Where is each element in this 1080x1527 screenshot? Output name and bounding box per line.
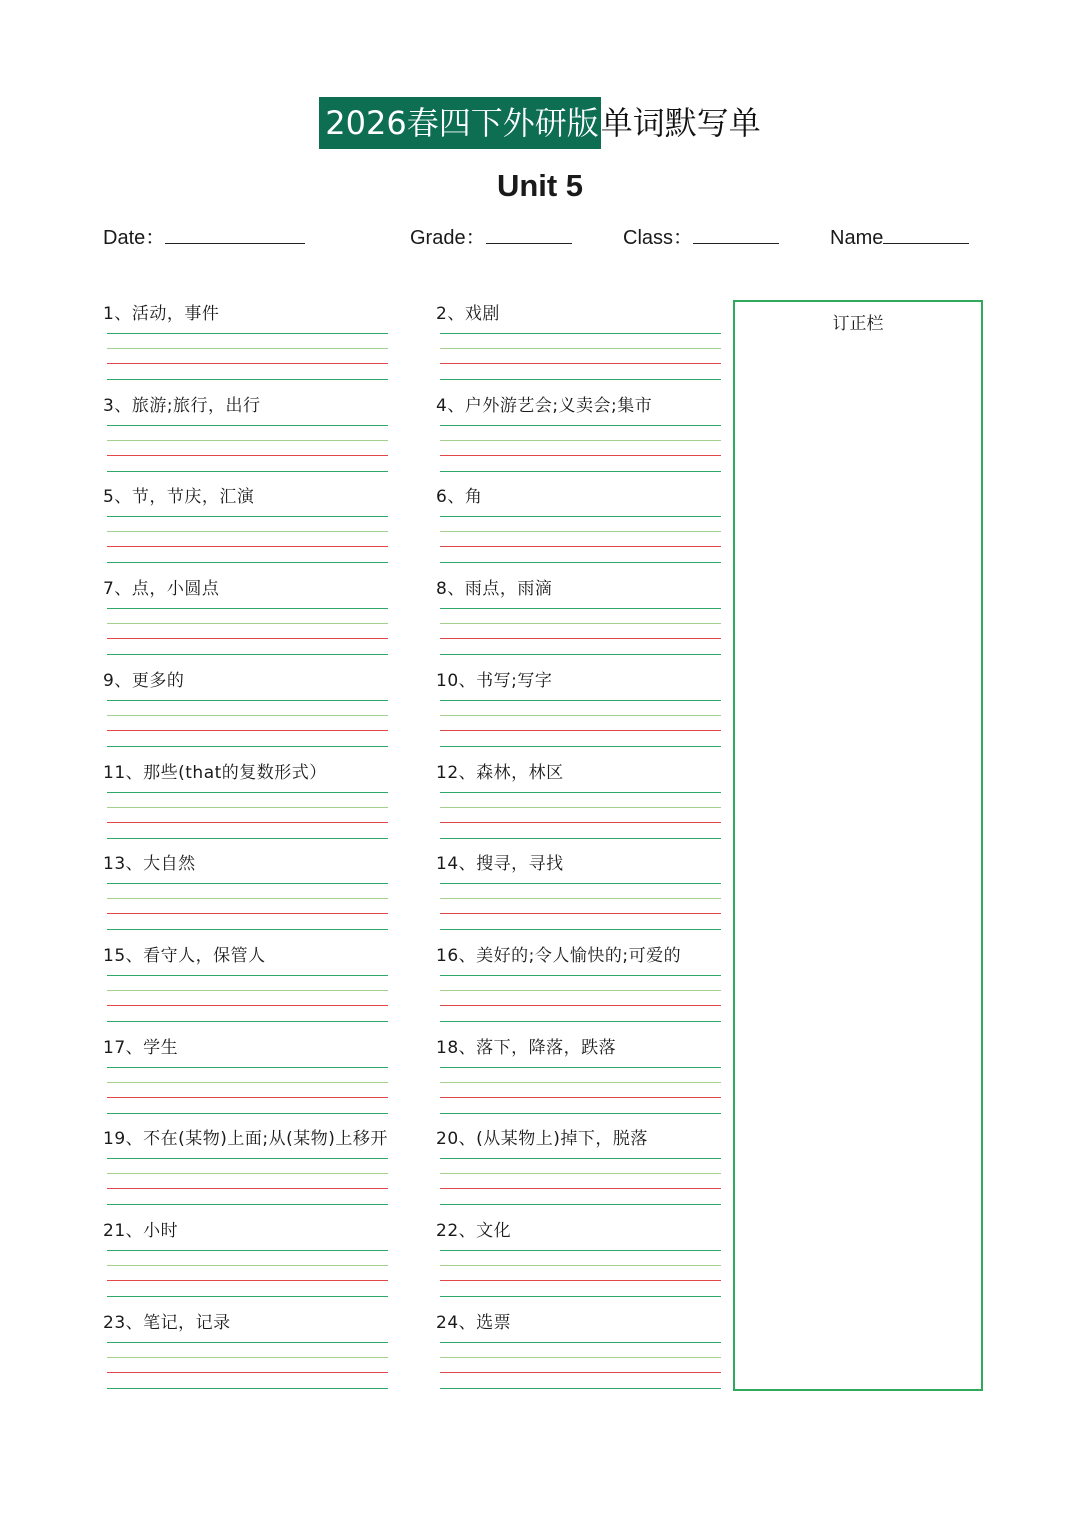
writing-line[interactable] (107, 1372, 388, 1373)
writing-line[interactable] (107, 1280, 388, 1281)
writing-line[interactable] (107, 608, 388, 609)
writing-line[interactable] (440, 1280, 721, 1281)
writing-line[interactable] (107, 746, 388, 747)
writing-line[interactable] (107, 440, 388, 441)
word-prompt: 2、戏剧 (436, 304, 500, 324)
name-blank[interactable] (883, 225, 969, 244)
writing-line[interactable] (440, 1342, 721, 1343)
word-prompt: 24、选票 (436, 1313, 512, 1333)
writing-line[interactable] (107, 562, 388, 563)
writing-line[interactable] (107, 531, 388, 532)
writing-line[interactable] (107, 975, 388, 976)
writing-line[interactable] (107, 516, 388, 517)
writing-line[interactable] (440, 1158, 721, 1159)
writing-line[interactable] (440, 1388, 721, 1389)
writing-line[interactable] (107, 471, 388, 472)
writing-line[interactable] (107, 898, 388, 899)
writing-line[interactable] (107, 455, 388, 456)
word-item (103, 577, 403, 669)
writing-line[interactable] (440, 333, 721, 334)
writing-line[interactable] (440, 471, 721, 472)
word-prompt: 16、美好的;令人愉快的;可爱的 (436, 946, 682, 966)
writing-line[interactable] (440, 379, 721, 380)
word-item (436, 1036, 736, 1128)
name-field[interactable] (830, 224, 969, 252)
grade-field[interactable] (410, 224, 572, 252)
word-prompt: 17、学生 (103, 1038, 179, 1058)
writing-line[interactable] (440, 531, 721, 532)
date-label: Date： (103, 227, 166, 249)
name-label: Name (830, 227, 884, 249)
word-item (436, 1311, 736, 1403)
writing-line[interactable] (107, 838, 388, 839)
writing-line[interactable] (440, 975, 721, 976)
writing-line[interactable] (107, 1388, 388, 1389)
word-item (103, 669, 403, 761)
writing-line[interactable] (440, 546, 721, 547)
writing-line[interactable] (440, 1357, 721, 1358)
writing-line[interactable] (440, 1097, 721, 1098)
word-prompt: 10、书写;写字 (436, 671, 553, 691)
writing-line[interactable] (107, 425, 388, 426)
writing-line[interactable] (107, 1188, 388, 1189)
writing-line[interactable] (440, 516, 721, 517)
class-blank[interactable] (693, 225, 779, 244)
writing-line[interactable] (107, 546, 388, 547)
writing-line[interactable] (107, 883, 388, 884)
word-item (103, 944, 403, 1036)
title-rest: 单词默写单 (600, 104, 761, 142)
word-prompt: 9、更多的 (103, 671, 185, 691)
writing-line[interactable] (440, 1204, 721, 1205)
writing-line[interactable] (440, 715, 721, 716)
word-prompt: 1、活动，事件 (103, 304, 220, 324)
word-item (103, 394, 403, 486)
word-prompt: 20、(从某物上)掉下，脱落 (436, 1129, 648, 1149)
writing-line[interactable] (440, 608, 721, 609)
word-item (436, 761, 736, 853)
writing-line[interactable] (107, 807, 388, 808)
word-item (103, 852, 403, 944)
word-item (103, 1311, 403, 1403)
writing-line[interactable] (440, 638, 721, 639)
grade-label: Grade： (410, 227, 486, 249)
correction-box[interactable] (733, 300, 983, 1391)
word-item (103, 1127, 403, 1219)
writing-line[interactable] (440, 1067, 721, 1068)
writing-line[interactable] (440, 746, 721, 747)
writing-line[interactable] (440, 1188, 721, 1189)
writing-line[interactable] (440, 562, 721, 563)
writing-line[interactable] (107, 1097, 388, 1098)
writing-line[interactable] (440, 730, 721, 731)
writing-line[interactable] (107, 792, 388, 793)
word-prompt: 5、节，节庆，汇演 (103, 487, 255, 507)
writing-line[interactable] (440, 807, 721, 808)
writing-line[interactable] (107, 1357, 388, 1358)
writing-line[interactable] (107, 1005, 388, 1006)
word-item (436, 669, 736, 761)
writing-line[interactable] (107, 623, 388, 624)
writing-line[interactable] (440, 1250, 721, 1251)
word-item (103, 1036, 403, 1128)
class-field[interactable] (623, 224, 779, 252)
word-item (436, 1127, 736, 1219)
date-field[interactable] (103, 224, 305, 252)
writing-line[interactable] (107, 1082, 388, 1083)
worksheet-title (0, 97, 1080, 149)
title-highlight: 2026春四下外研版 (319, 97, 600, 149)
word-prompt: 15、看守人，保管人 (103, 946, 266, 966)
writing-line[interactable] (107, 1296, 388, 1297)
writing-line[interactable] (107, 990, 388, 991)
writing-line[interactable] (440, 822, 721, 823)
writing-line[interactable] (440, 913, 721, 914)
writing-line[interactable] (107, 333, 388, 334)
word-prompt: 11、那些(that的复数形式） (103, 763, 327, 783)
writing-line[interactable] (440, 838, 721, 839)
writing-line[interactable] (440, 1173, 721, 1174)
word-prompt: 12、森林，林区 (436, 763, 564, 783)
date-blank[interactable] (165, 225, 305, 244)
word-item (436, 1219, 736, 1311)
writing-line[interactable] (440, 883, 721, 884)
writing-line[interactable] (440, 425, 721, 426)
writing-line[interactable] (107, 1113, 388, 1114)
writing-line[interactable] (107, 638, 388, 639)
writing-line[interactable] (107, 715, 388, 716)
word-prompt: 8、雨点，雨滴 (436, 579, 553, 599)
word-prompt: 21、小时 (103, 1221, 179, 1241)
writing-line[interactable] (107, 1250, 388, 1251)
word-item (436, 577, 736, 669)
word-item (436, 302, 736, 394)
writing-line[interactable] (107, 730, 388, 731)
word-item (103, 761, 403, 853)
writing-line[interactable] (107, 1265, 388, 1266)
writing-line[interactable] (440, 898, 721, 899)
word-prompt: 3、旅游;旅行，出行 (103, 396, 261, 416)
word-item (103, 485, 403, 577)
word-prompt: 22、文化 (436, 1221, 512, 1241)
writing-line[interactable] (440, 792, 721, 793)
writing-line[interactable] (107, 700, 388, 701)
writing-line[interactable] (440, 1005, 721, 1006)
word-prompt: 18、落下，降落，跌落 (436, 1038, 617, 1058)
writing-line[interactable] (440, 654, 721, 655)
word-prompt: 7、点，小圆点 (103, 579, 220, 599)
writing-line[interactable] (107, 929, 388, 930)
word-prompt: 4、户外游艺会;义卖会;集市 (436, 396, 653, 416)
writing-line[interactable] (107, 1342, 388, 1343)
correction-title: 订正栏 (832, 314, 884, 334)
writing-line[interactable] (440, 1265, 721, 1266)
word-prompt: 19、不在(某物)上面;从(某物)上移开 (103, 1129, 388, 1149)
word-item (103, 1219, 403, 1311)
writing-line[interactable] (440, 929, 721, 930)
unit-heading: Unit 5 (496, 168, 584, 203)
writing-line[interactable] (440, 1372, 721, 1373)
writing-line[interactable] (440, 1296, 721, 1297)
writing-line[interactable] (440, 1113, 721, 1114)
class-label: Class： (623, 227, 694, 249)
writing-line[interactable] (440, 440, 721, 441)
word-item (436, 852, 736, 944)
word-prompt: 6、角 (436, 487, 483, 507)
writing-line[interactable] (107, 1204, 388, 1205)
writing-line[interactable] (440, 1082, 721, 1083)
writing-line[interactable] (440, 363, 721, 364)
writing-line[interactable] (440, 623, 721, 624)
writing-line[interactable] (440, 455, 721, 456)
writing-line[interactable] (107, 913, 388, 914)
word-item (436, 944, 736, 1036)
word-item (103, 302, 403, 394)
word-prompt: 13、大自然 (103, 854, 196, 874)
writing-line[interactable] (107, 379, 388, 380)
writing-line[interactable] (107, 1021, 388, 1022)
word-item (436, 485, 736, 577)
word-prompt: 14、搜寻，寻找 (436, 854, 564, 874)
writing-line[interactable] (440, 348, 721, 349)
writing-line[interactable] (107, 654, 388, 655)
writing-line[interactable] (440, 1021, 721, 1022)
writing-line[interactable] (107, 1067, 388, 1068)
writing-line[interactable] (440, 700, 721, 701)
writing-line[interactable] (107, 1158, 388, 1159)
writing-line[interactable] (107, 822, 388, 823)
writing-line[interactable] (440, 990, 721, 991)
word-prompt: 23、笔记，记录 (103, 1313, 231, 1333)
word-item (436, 394, 736, 486)
grade-blank[interactable] (486, 225, 572, 244)
writing-line[interactable] (107, 1173, 388, 1174)
writing-line[interactable] (107, 363, 388, 364)
writing-line[interactable] (107, 348, 388, 349)
